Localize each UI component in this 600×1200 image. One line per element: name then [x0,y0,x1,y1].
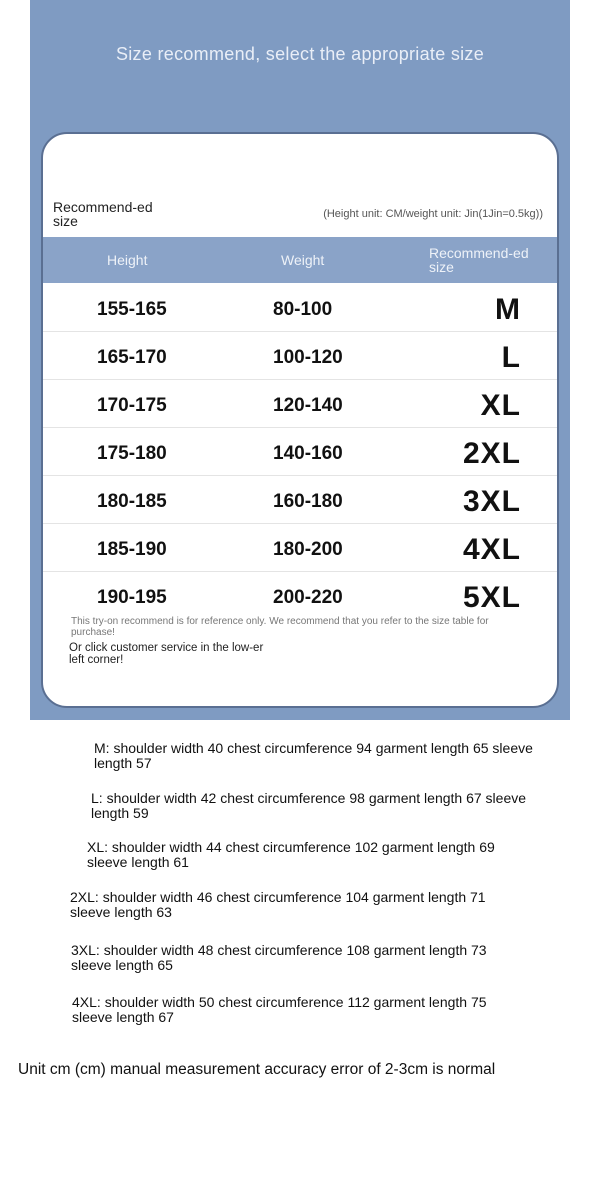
table-row [43,572,557,619]
size-table [43,284,557,619]
size-cell: 4XL [462,533,521,566]
header-weight: Weight [281,252,325,268]
measurement-note: Unit cm (cm) manual measurement accuracy error of 2-3cm is normal [18,1061,496,1078]
size-spec-3xl: 3XL: shoulder width 48 chest circumference 108 garment length 73 sleeve length 65 [71,942,487,973]
weight-cell: 120-140 [273,395,343,416]
page-title: Size recommend, select the appropriate size [115,44,485,64]
table-row [43,476,557,524]
size-cell: 2XL [462,437,521,470]
size-spec-l: L: shoulder width 42 chest circumference 98 garment length 67 sleeve length 59 [91,790,527,821]
table-row [43,428,557,476]
height-cell: 165-170 [97,347,167,368]
weight-cell: 200-220 [273,587,343,608]
size-spec-2xl: 2XL: shoulder width 46 chest circumference 104 garment length 71 sleeve length 63 [70,889,486,920]
height-cell: 180-185 [97,491,167,512]
size-spec-xl: XL: shoulder width 44 chest circumference 102 garment length 69 sleeve length 61 [87,839,495,870]
size-spec-m: M: shoulder width 40 chest circumference 94 garment length 65 sleeve length 57 [94,740,533,771]
header-height: Height [107,252,148,268]
weight-cell: 180-200 [273,539,343,560]
height-cell: 190-195 [97,587,167,608]
height-cell: 170-175 [97,395,167,416]
table-row [43,332,557,380]
size-cell: 5XL [462,581,521,614]
disclaimer-text: This try-on recommend is for reference only. We recommend that you refer to the size table for purchase! [71,616,489,638]
size-cell: M [495,293,521,326]
weight-cell: 140-160 [273,443,343,464]
height-cell: 185-190 [97,539,167,560]
header-recommended-size: Recommend-ed size [429,245,529,275]
size-recommend-card [41,132,559,708]
size-cell: L [501,341,521,374]
height-cell: 175-180 [97,443,167,464]
weight-cell: 160-180 [273,491,343,512]
size-cell: 3XL [462,485,521,518]
table-row [43,380,557,428]
table-header [43,237,557,283]
table-row [43,524,557,572]
recommend-label: Recommend-ed size [53,199,153,229]
unit-note: (Height unit: CM/weight unit: Jin(1Jin=0.5kg)) [323,208,543,220]
weight-cell: 100-120 [273,347,343,368]
height-cell: 155-165 [97,299,167,320]
customer-service-note: Or click customer service in the low-er left corner! [69,642,264,666]
table-row [43,284,557,332]
size-spec-4xl: 4XL: shoulder width 50 chest circumference 112 garment length 75 sleeve length 67 [72,994,487,1025]
weight-cell: 80-100 [273,299,333,320]
size-cell: XL [480,389,521,422]
